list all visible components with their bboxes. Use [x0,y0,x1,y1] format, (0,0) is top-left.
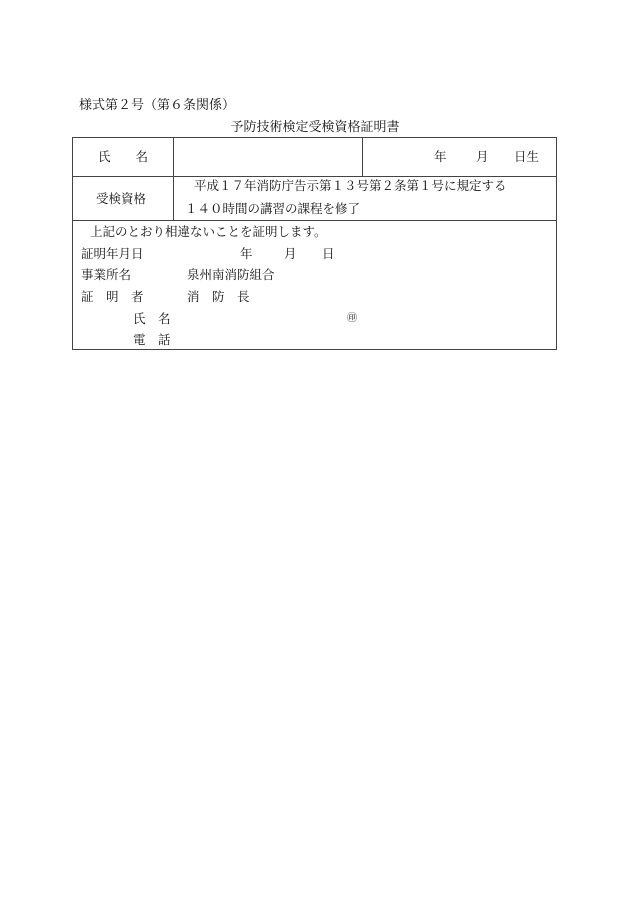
certification-year-label: 年 [240,246,253,261]
qualification-text-line1: 平成１７年消防庁告示第１３号第２条第１号に規定する [194,178,507,193]
certifier-name-label: 氏 名 [133,311,171,326]
qualification-row-label: 受検資格 [96,191,147,206]
form-number-label: 様式第２号（第６条関係） [79,98,236,113]
birth-day-label: 日生 [514,149,540,164]
seal-mark-icon: ㊞ [347,313,357,324]
column-divider [173,138,174,220]
name-row-label: 氏 名 [98,149,149,164]
certification-date-label: 証明年月日 [81,246,144,261]
row-divider [73,176,556,177]
certification-month-label: 月 [284,246,297,261]
certifier-label: 証 明 者 [81,289,144,304]
birth-year-label: 年 [434,149,447,164]
phone-label: 電 話 [133,332,171,347]
certification-statement: 上記のとおり相違ないことを証明します。 [90,224,327,239]
office-name-value: 泉州南消防組合 [187,267,275,282]
certificate-form-table [72,137,557,350]
name-input-area[interactable] [176,140,359,174]
certifier-value: 消 防 長 [187,289,250,304]
column-divider [362,138,363,176]
row-divider [73,220,556,221]
qualification-text-line2: １４０時間の講習の課程を修了 [185,201,361,216]
office-name-label: 事業所名 [81,267,132,282]
birth-month-label: 月 [476,149,489,164]
document-title: 予防技術検定受検資格証明書 [230,120,400,135]
certification-day-label: 日 [322,246,335,261]
